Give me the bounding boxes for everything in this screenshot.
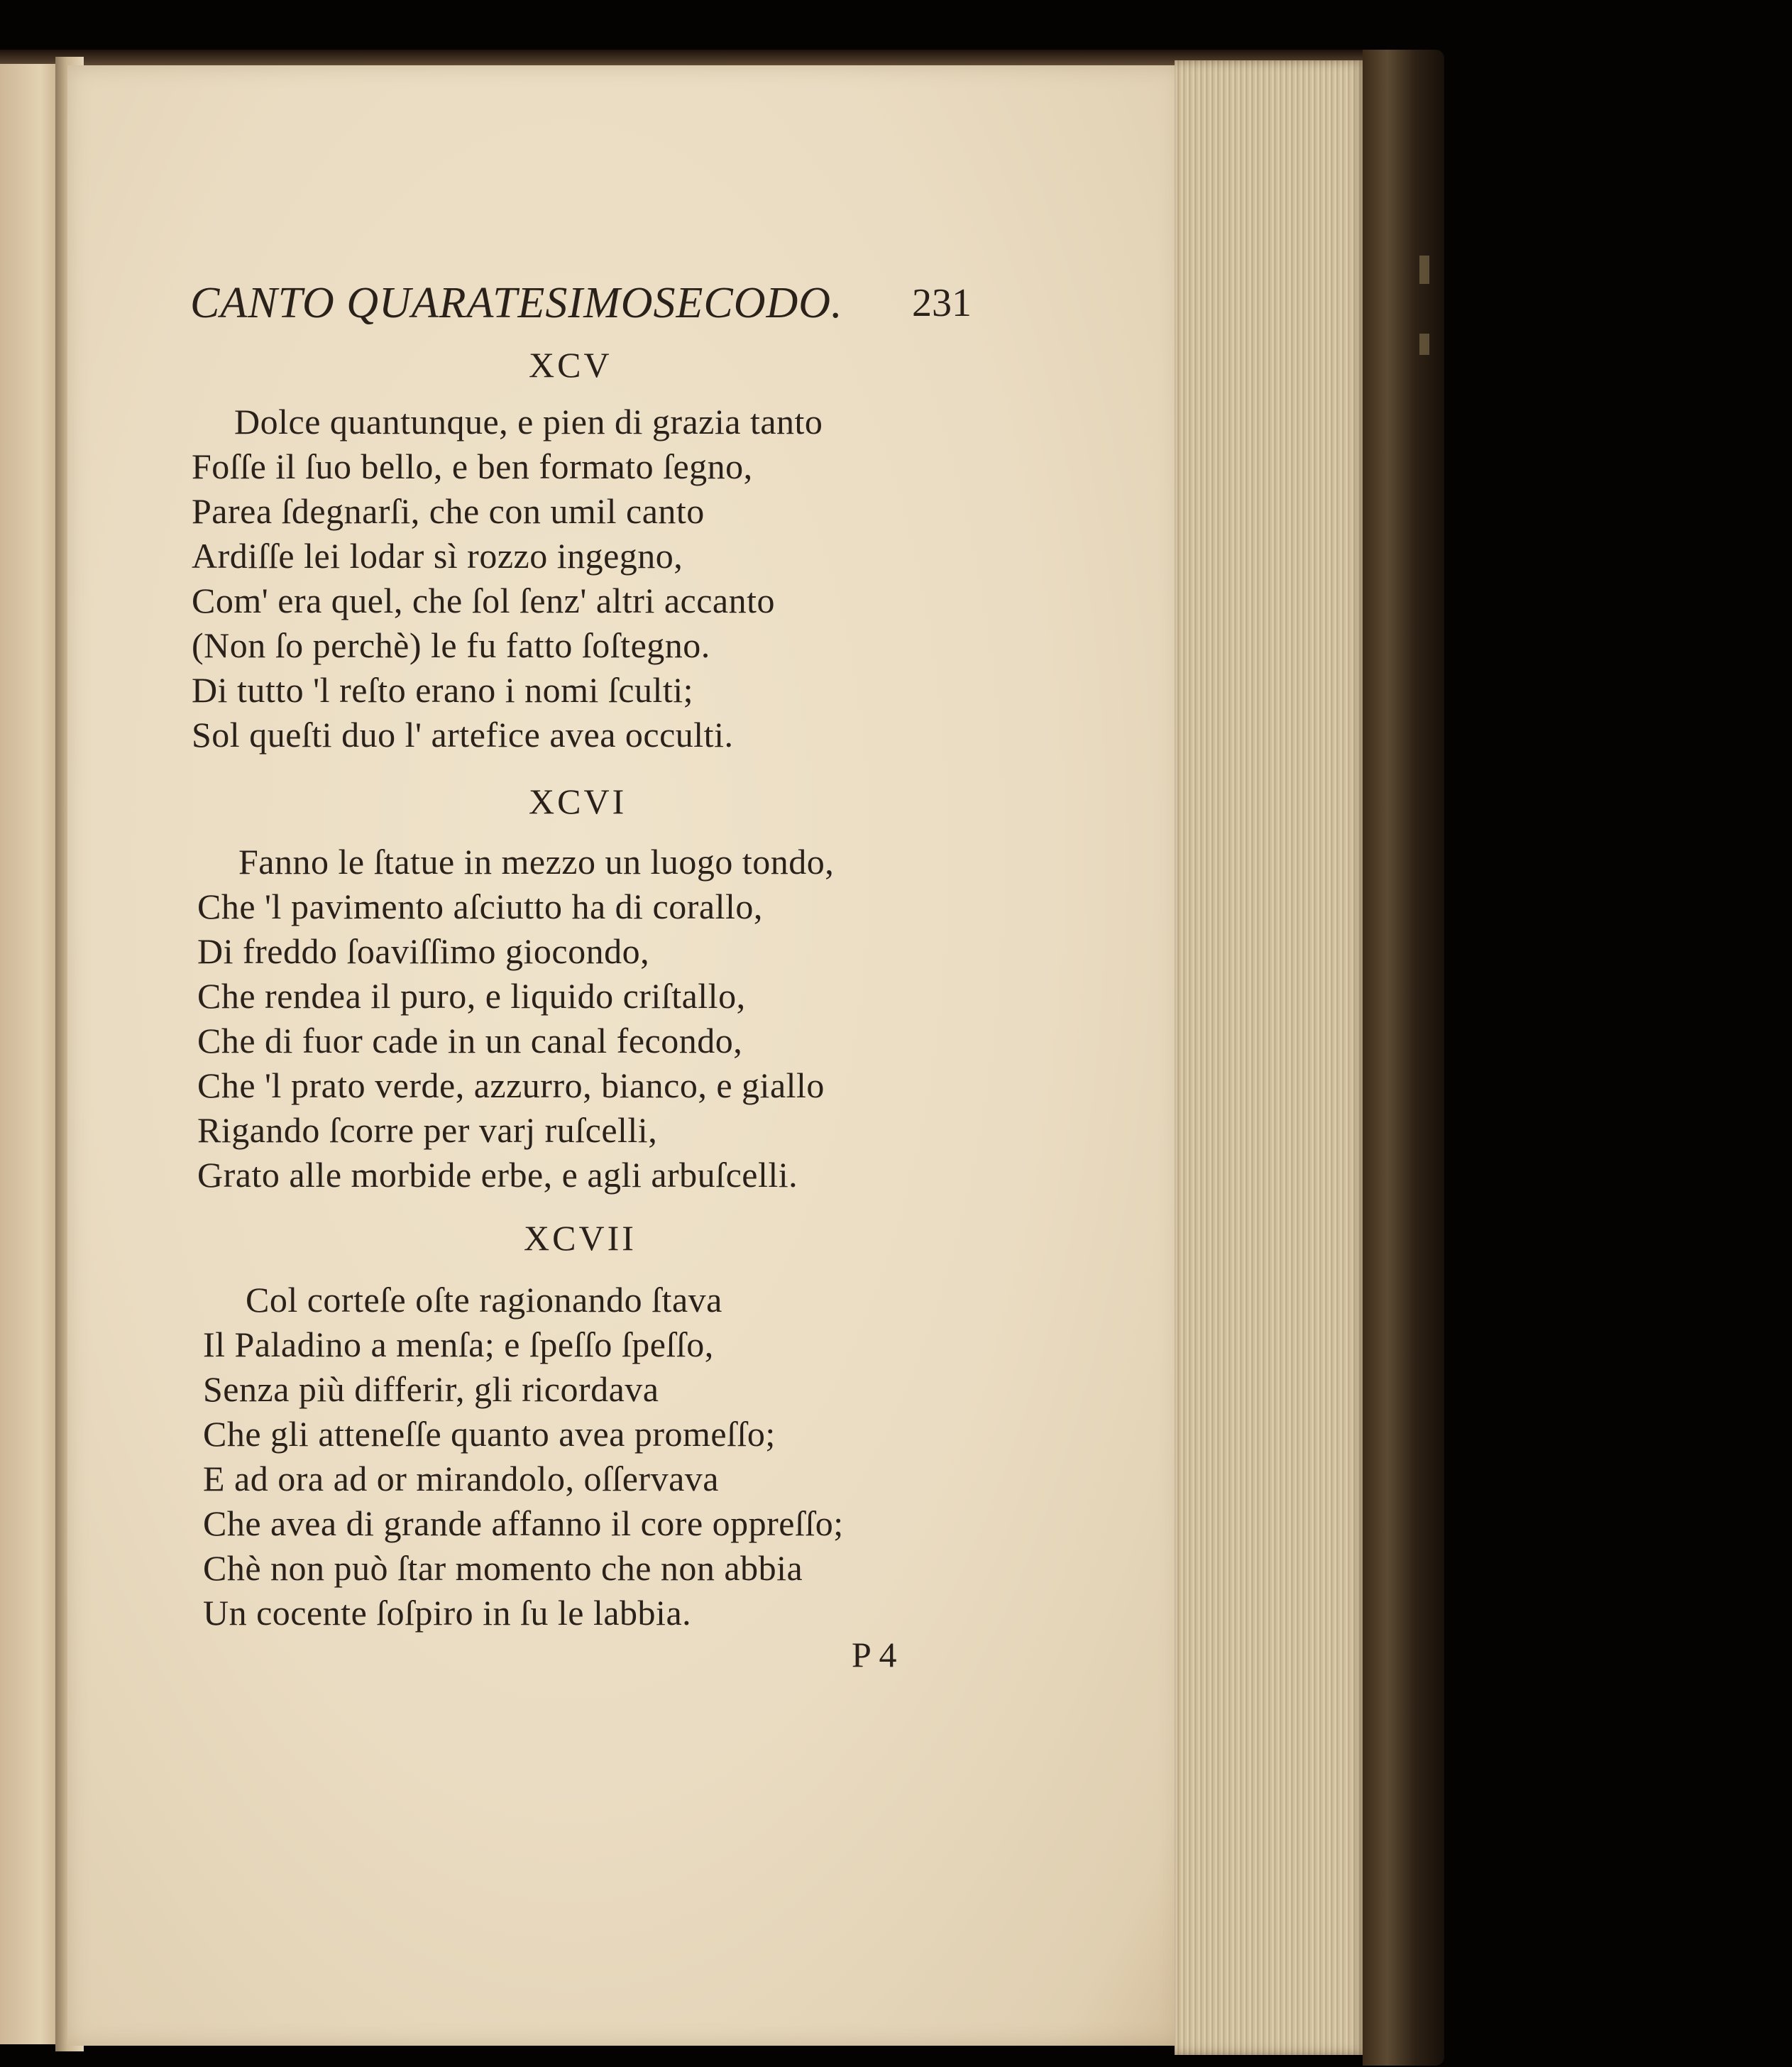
verse-line: Che di fuor cade in un canal fecondo,: [197, 1021, 743, 1060]
verse-line: Chè non può ſtar momento che non abbia: [203, 1548, 803, 1588]
verse-line: Parea ſdegnarſi, che con umil canto: [192, 491, 705, 531]
verse-line: Il Paladino a menſa; e ſpeſſo ſpeſſo,: [203, 1325, 714, 1364]
verse-line: Fanno le ſtatue in mezzo un luogo tondo,: [238, 842, 835, 882]
verse-line: Che 'l pavimento aſciutto ha di corallo,: [197, 887, 763, 926]
verse-line: Che gli atteneſſe quanto avea promeſſo;: [203, 1414, 776, 1454]
running-head: CANTO QUARATESIMOSECODO.: [190, 279, 843, 327]
verse-line: Dolce quantunque, e pien di grazia tanto: [234, 402, 823, 442]
verse-line: Sol queſti duo l' artefice avea occulti.: [192, 715, 734, 755]
page-number: 231: [912, 281, 972, 325]
stanza-number: XCVII: [524, 1218, 637, 1258]
verse-line: Che 'l prato verde, azzurro, bianco, e giallo: [197, 1065, 825, 1105]
verse-line: Che avea di grande affanno il core oppreſſo;: [203, 1503, 844, 1543]
verse-line: Grato alle morbide erbe, e agli arbuſcelli.: [197, 1155, 798, 1195]
verse-line: Senza più differir, gli ricordava: [203, 1369, 659, 1409]
verse-line: Col corteſe oſte ragionando ſtava: [246, 1280, 722, 1320]
verse-line: E ad ora ad or mirandolo, oſſervava: [203, 1459, 719, 1498]
stanza-number: XCVI: [529, 782, 627, 821]
verse-line: Com' era quel, che ſol ſenz' altri accanto: [192, 581, 776, 620]
verse-line: Foſſe il ſuo bello, e ben formato ſegno,: [192, 446, 753, 486]
printer-signature: P 4: [852, 1635, 897, 1674]
verse-line: Ardiſſe lei lodar sì rozzo ingegno,: [192, 536, 683, 576]
verse-line: Rigando ſcorre per varj ruſcelli,: [197, 1110, 658, 1150]
stanza-number: XCV: [529, 345, 612, 385]
verse-line: Un cocente ſoſpiro in ſu le labbia.: [203, 1593, 692, 1633]
verse-line: Di freddo ſoaviſſimo giocondo,: [197, 931, 650, 971]
verse-line: (Non ſo perchè) le fu fatto ſoſtegno.: [192, 625, 710, 665]
verse-line: Di tutto 'l reſto erano i nomi ſculti;: [192, 670, 694, 710]
verse-line: Che rendea il puro, e liquido criſtallo,: [197, 976, 746, 1016]
